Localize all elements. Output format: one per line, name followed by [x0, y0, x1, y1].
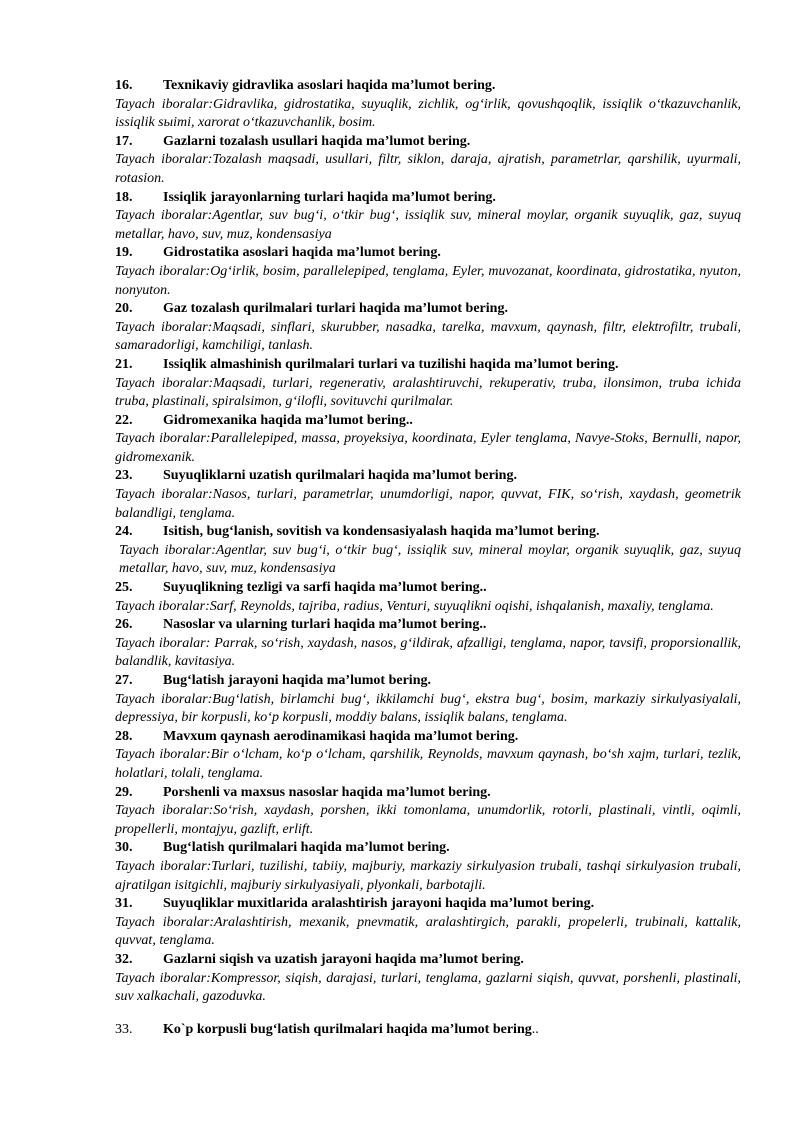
keywords-text: Tayach iboralar:Maqsadi, sinflari, skurubber, nasadka, tarelka, mavxum, qaynash, filtr, elektrofiltr, trubali, samaradorligi, kamchiligi, tanlash.	[115, 319, 741, 354]
question-item	[115, 300, 741, 356]
keywords-text: Tayach iboralar:Tozalash maqsadi, usullari, filtr, siklon, daraja, ajratish, parametrlar, qarshilik, uyurmali, rotasion.	[115, 152, 741, 186]
question-title: Gidromexanika haqida ma’lumot bering..	[163, 412, 413, 428]
question-heading	[115, 133, 741, 152]
question-heading	[115, 895, 741, 914]
question-title: Issiqlik jarayonlarning turlari haqida ma’lumot bering.	[163, 189, 496, 205]
question-number: 19.	[115, 245, 133, 261]
question-item	[115, 672, 741, 728]
question-number: 23.	[115, 468, 133, 484]
question-item	[115, 523, 741, 579]
question-title: Isitish, bug‘lanish, sovitish va kondensasiyalash haqida ma’lumot bering.	[163, 524, 600, 540]
keywords-text: Tayach iboralar:Agentlar, suv bug‘i, o‘tkir bug‘, issiqlik suv, mineral moylar, organik suyuqlik, gaz, suyuq metallar, havo, suv, muz, kondensasiya	[115, 208, 741, 242]
question-number: 18.	[115, 189, 133, 205]
question-number: 16.	[115, 78, 133, 93]
question-title: Suyuqliklar muxitlarida aralashtirish jarayoni haqida ma’lumot bering.	[163, 896, 595, 912]
question-heading	[115, 356, 741, 375]
question-item	[115, 356, 741, 412]
question-number: 31.	[115, 896, 133, 912]
keywords-text: Tayach iboralar:Og‘irlik, bosim, parallelepiped, tenglama, Eyler, muvozanat, koordinata, gidrostatika, nyuton, nonyuton.	[115, 263, 741, 298]
question-heading	[115, 523, 741, 542]
keywords-text: Tayach iboralar:Bug‘latish, birlamchi bug‘, ikkilamchi bug‘, ekstra bug‘, bosim, markaziy sirkulyasiyalali, depressiya, bir korpusli, ko‘p korpusli, moddiy balans, issiqlik balans, tenglama.	[115, 691, 741, 726]
question-heading	[115, 728, 741, 747]
question-item	[115, 77, 741, 133]
question-item	[115, 616, 741, 672]
question-number: 29.	[115, 784, 133, 800]
question-heading	[115, 412, 741, 431]
keywords-text: Tayach iboralar:Agentlar, suv bug‘i, o‘tkir bug‘, issiqlik suv, mineral moylar, organik suyuqlik, gaz, suyuq metallar, havo, suv, muz, kondensasiya	[119, 542, 741, 577]
question-number: 28.	[115, 728, 133, 744]
question-title-suffix: ..	[531, 1022, 539, 1037]
question-heading	[115, 616, 741, 635]
question-heading	[115, 189, 741, 208]
question-item	[115, 467, 741, 523]
question-title: Texnikaviy gidravlika asoslari haqida ma’lumot bering.	[163, 78, 496, 93]
question-title: Ko`p korpusli bug‘latish qurilmalari haqida ma’lumot bering	[163, 1022, 532, 1037]
question-item	[115, 412, 741, 468]
question-heading	[115, 1021, 741, 1040]
keywords-text: Tayach iboralar:Parallelepiped, massa, proyeksiya, koordinata, Eyler tenglama, Navye-Stoks, Bernulli, napor, gidromexanik.	[115, 431, 741, 465]
question-number: 33.	[115, 1022, 133, 1037]
question-title: Suyuqlikning tezligi va sarfi haqida ma’lumot bering..	[163, 580, 487, 596]
question-item	[115, 951, 741, 1007]
keywords-text: Tayach iboralar:Aralashtirish, mexanik, pnevmatik, aralashtirgich, parakli, propelerli, trubinali, kattalik, quvvat, tenglama.	[115, 914, 741, 949]
question-heading	[115, 579, 741, 598]
question-title: Bug‘latish qurilmalari haqida ma’lumot bering.	[163, 840, 450, 856]
question-heading	[115, 467, 741, 486]
question-title: Suyuqliklarni uzatish qurilmalari haqida ma’lumot bering.	[163, 468, 517, 484]
question-title: Gazlarni tozalash usullari haqida ma’lumot bering.	[163, 133, 471, 149]
question-number: 22.	[115, 412, 133, 428]
question-item	[115, 895, 741, 951]
keywords-text: Tayach iboralar:Gidravlika, gidrostatika, suyuqlik, zichlik, og‘irlik, qovushqoqlik, issiqlik o‘tkazuvchanlik, issiqlik sыimi, xarorat o‘tkazuvchanlik, bosim.	[115, 96, 741, 131]
question-heading	[115, 244, 741, 263]
question-title: Gaz tozalash qurilmalari turlari haqida ma’lumot bering.	[163, 301, 508, 317]
question-number: 25.	[115, 580, 133, 596]
question-title: Gidrostatika asoslari haqida ma’lumot bering.	[163, 245, 441, 261]
keywords-text: Tayach iboralar:Maqsadi, turlari, regenerativ, aralashtiruvchi, rekuperativ, truba, ilonsimon, truba ichida truba, plastinali, spiralsimon, g‘ilofli, sovituvchi qurilmalar.	[115, 375, 741, 410]
question-item	[115, 839, 741, 895]
question-number: 17.	[115, 133, 133, 149]
question-heading	[115, 672, 741, 691]
keywords-text: Tayach iboralar:So‘rish, xaydash, porshen, ikki tomonlama, unumdorlik, rotorli, plastinali, vintli, oqimli, propellerli, montajyu, gazlift, erlift.	[115, 803, 741, 837]
question-title: Mavxum qaynash aerodinamikasi haqida ma’lumot bering.	[163, 728, 519, 744]
question-item	[115, 784, 741, 840]
question-number: 20.	[115, 301, 133, 317]
question-heading	[115, 784, 741, 803]
question-item	[115, 244, 741, 300]
question-item	[115, 579, 741, 616]
question-heading	[115, 300, 741, 319]
question-number: 32.	[115, 951, 133, 967]
question-item	[115, 133, 741, 189]
document-page	[115, 77, 741, 1007]
question-number: 27.	[115, 673, 133, 688]
question-item	[115, 189, 741, 245]
question-item	[115, 728, 741, 784]
question-heading	[115, 951, 741, 970]
keywords-text: Tayach iboralar:Nasos, turlari, parametrlar, unumdorligi, napor, quvvat, FIK, so‘rish, xaydash, geometrik balandligi, tenglama.	[115, 487, 741, 521]
question-item	[115, 1021, 741, 1040]
question-title: Porshenli va maxsus nasoslar haqida ma’lumot bering.	[163, 784, 491, 800]
question-title: Gazlarni siqish va uzatish jarayoni haqida ma’lumot bering.	[163, 951, 524, 967]
question-heading	[115, 77, 741, 96]
question-title: Issiqlik almashinish qurilmalari turlari va tuzilishi haqida ma’lumot bering.	[163, 356, 619, 372]
keywords-text: Tayach iboralar:Bir o‘lcham, ko‘p o‘lcham, qarshilik, Reynolds, mavxum qaynash, bo‘sh xajm, turlari, tezlik, holatlari, tolali, tenglama.	[115, 747, 741, 781]
question-title: Bug‘latish jarayoni haqida ma’lumot bering.	[163, 673, 431, 688]
question-number: 21.	[115, 356, 133, 372]
keywords-text: Tayach iboralar:Turlari, tuzilishi, tabiiy, majburiy, markaziy sirkulyasion trubali, tashqi sirkulyasion trubali, ajratilgan isitgichli, majburiy sirkulyasiyali, plyonkali, barbotajli.	[115, 858, 741, 893]
question-heading	[115, 839, 741, 858]
keywords-text: Tayach iboralar: Parrak, so‘rish, xaydash, nasos, g‘ildirak, afzalligi, tenglama, napor, tavsifi, proporsionallik, balandlik, kavitasiya.	[115, 635, 741, 670]
question-number: 24.	[115, 524, 133, 540]
keywords-text: Tayach iboralar:Kompressor, siqish, darajasi, turlari, tenglama, gazlarni siqish, quvvat, porshenli, plastinali, suv xalkachali, gazoduvka.	[115, 970, 741, 1005]
question-title: Nasoslar va ularning turlari haqida ma’lumot bering..	[163, 617, 487, 633]
question-number: 26.	[115, 617, 133, 633]
question-number: 30.	[115, 840, 133, 856]
keywords-text: Tayach iboralar:Sarf, Reynolds, tajriba, radius, Venturi, suyuqlikni oqishi, ishqalanish, maxaliy, tenglama.	[115, 598, 714, 614]
